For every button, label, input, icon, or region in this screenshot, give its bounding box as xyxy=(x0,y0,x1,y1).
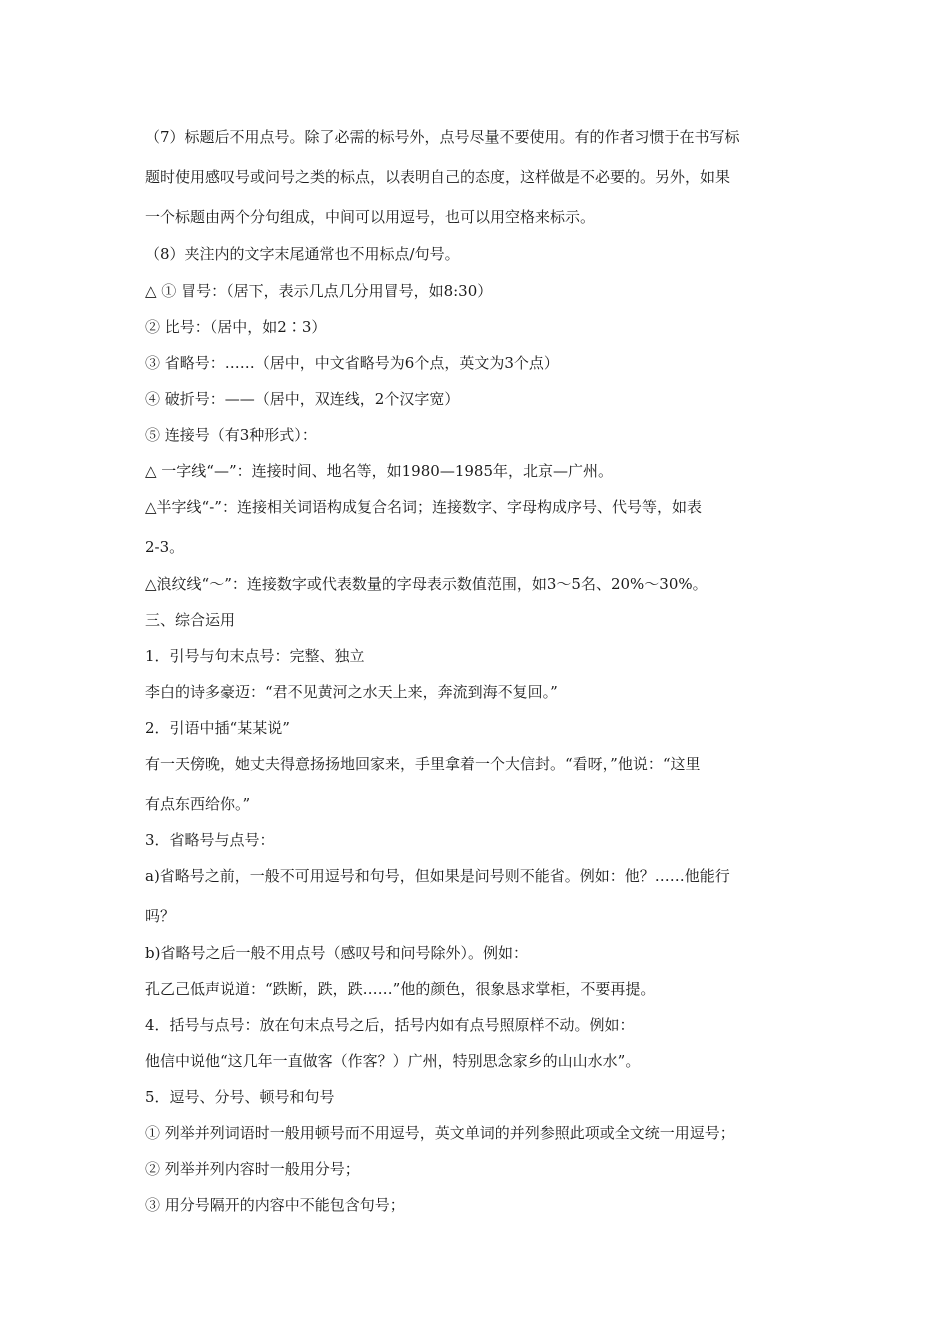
text-line: ① 列举并列词语时一般用顿号而不用逗号，英文单词的并列参照此项或全文统一用逗号； xyxy=(145,1124,735,1142)
text-line: ③ 用分号隔开的内容中不能包含句号； xyxy=(145,1196,405,1214)
text-line: △浪纹线“～”：连接数字或代表数量的字母表示数值范围，如3～5名、20%～30%。 xyxy=(145,575,708,593)
text-line: 有一天傍晚，她丈夫得意扬扬地回家来，手里拿着一个大信封。“看呀，”他说：“这里 xyxy=(145,755,701,773)
text-line: ⑤ 连接号（有3种形式）： xyxy=(145,426,317,444)
text-line: 5．逗号、分号、顿号和句号 xyxy=(145,1088,335,1106)
text-line: 孔乙己低声说道：“跌断，跌，跌……”他的颜色，很象恳求掌柜，不要再提。 xyxy=(145,980,656,998)
text-line: 吗？ xyxy=(145,907,176,925)
text-line: ④ 破折号：——（居中，双连线，2个汉字宽） xyxy=(145,390,460,408)
text-line: 有点东西给你。” xyxy=(145,795,251,813)
text-line: 2-3。 xyxy=(145,538,185,556)
text-line: 1．引号与句末点号：完整、独立 xyxy=(145,647,365,665)
text-line: △ 一字线“—”：连接时间、地名等，如1980—1985年，北京—广州。 xyxy=(145,462,613,480)
text-line: 4．括号与点号：放在句末点号之后，括号内如有点号照原样不动。例如： xyxy=(145,1016,635,1034)
text-line: 题时使用感叹号或问号之类的标点，以表明自己的态度，这样做是不必要的。另外，如果 xyxy=(145,168,731,186)
text-line: a)省略号之前，一般不可用逗号和句号，但如果是问号则不能省。例如：他？……他能行 xyxy=(145,867,730,885)
text-line: 李白的诗多豪迈：“君不见黄河之水天上来，奔流到海不复回。” xyxy=(145,683,558,701)
text-line: （7）标题后不用点号。除了必需的标号外，点号尽量不要使用。有的作者习惯于在书写标 xyxy=(145,128,740,146)
text-line: 2．引语中插“某某说” xyxy=(145,719,290,737)
text-line: ② 列举并列内容时一般用分号； xyxy=(145,1160,360,1178)
section-heading: 三、综合运用 xyxy=(145,611,236,629)
text-line: 3．省略号与点号： xyxy=(145,831,275,849)
text-line: b)省略号之后一般不用点号（感叹号和问号除外）。例如： xyxy=(145,944,528,962)
text-line: （8）夹注内的文字末尾通常也不用标点/句号。 xyxy=(145,245,460,263)
text-line: △半字线“-”：连接相关词语构成复合名词；连接数字、字母构成序号、代号等，如表 xyxy=(145,498,702,516)
text-line: 他信中说他“这几年一直做客（作客？）广州，特别思念家乡的山山水水”。 xyxy=(145,1052,641,1070)
text-line: ③ 省略号：……（居中，中文省略号为6个点，英文为3个点） xyxy=(145,354,559,372)
text-line: △ ① 冒号：（居下，表示几点几分用冒号，如8:30） xyxy=(145,282,493,300)
text-line: 一个标题由两个分句组成，中间可以用逗号，也可以用空格来标示。 xyxy=(145,208,596,226)
text-line: ② 比号：（居中，如2∶3） xyxy=(145,318,327,336)
